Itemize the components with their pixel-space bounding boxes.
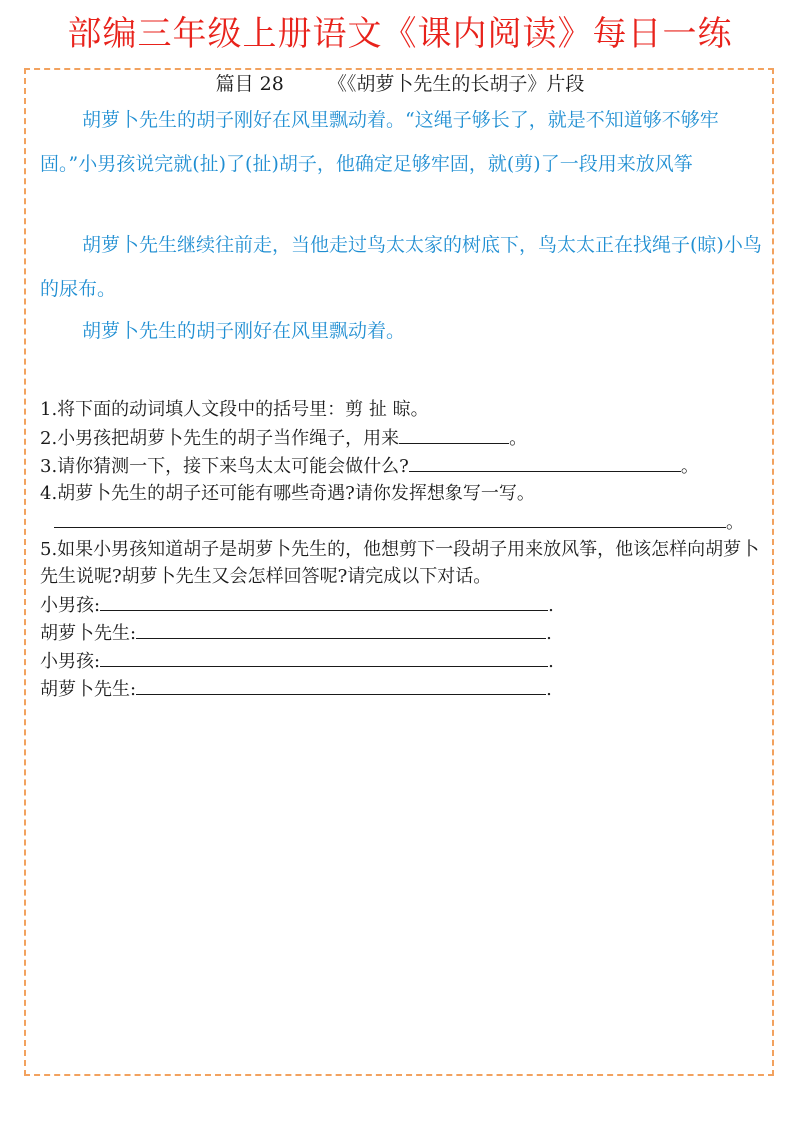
dialogue-answer-line[interactable]	[100, 591, 548, 611]
worksheet-title: 部编三年级上册语文《课内阅读》每日一练	[67, 14, 733, 54]
dialogue-speaker: 胡萝卜先生:	[40, 679, 137, 700]
question-2-text: 2.小男孩把胡萝卜先生的胡子当作绳子，用来	[40, 428, 400, 449]
question-3	[40, 452, 770, 480]
dialogue-line-1	[40, 591, 770, 619]
question-1: 1.将下面的动词填人文段中的括号里：剪 扯 晾。	[40, 399, 429, 420]
passage-title: 《《胡萝卜先生的长胡子》片段	[327, 73, 585, 95]
passage-paragraph-2: 胡萝卜先生继续往前走，当他走过鸟太太家的树底下，鸟太太正在找绳子(晾)小鸟的尿布。	[40, 234, 762, 300]
dialogue-answer-line[interactable]	[136, 675, 546, 695]
passage-number: 篇目 28	[215, 73, 284, 95]
dialogue-end: .	[546, 623, 552, 644]
question-4-answer	[54, 508, 784, 536]
dialogue-line-2	[40, 619, 770, 647]
dialogue-answer-line[interactable]	[100, 647, 548, 667]
dialogue-end: .	[546, 679, 552, 700]
question-4-end: 。	[726, 512, 744, 533]
question-2	[40, 424, 770, 452]
question-4: 4.胡萝卜先生的胡子还可能有哪些奇遇?请你发挥想象写一写。	[40, 483, 535, 504]
question-3-end: 。	[680, 456, 699, 477]
passage-paragraph-3: 胡萝卜先生的胡子刚好在风里飘动着。	[82, 320, 406, 342]
dialogue-speaker: 胡萝卜先生:	[40, 623, 137, 644]
question-5: 5.如果小男孩知道胡子是胡萝卜先生的，他想剪下一段胡子用来放风筝，他该怎样向胡萝卜先生说呢?胡萝卜先生又会怎样回答呢?请完成以下对话。	[40, 539, 760, 587]
dialogue-answer-line[interactable]	[136, 619, 546, 639]
answer-line-q4[interactable]	[54, 508, 726, 528]
answer-line-q3[interactable]	[409, 452, 681, 472]
dialogue-line-4	[40, 675, 770, 703]
dialogue-line-3	[40, 647, 770, 675]
passage-heading	[0, 70, 800, 98]
dialogue-speaker: 小男孩:	[40, 595, 101, 616]
question-2-end: 。	[509, 428, 528, 449]
dialogue-end: .	[548, 651, 554, 672]
question-3-text: 3.请你猜测一下，接下来鸟太太可能会做什么?	[40, 456, 409, 477]
dialogue-end: .	[548, 595, 554, 616]
answer-line-q2[interactable]	[399, 424, 509, 444]
passage-paragraph-1: 胡萝卜先生的胡子刚好在风里飘动着。“这绳子够长了，就是不知道够不够牢固。”小男孩说完就(扯)了(扯)胡子，他确定足够牢固，就(剪)了一段用来放风筝	[40, 109, 719, 175]
dialogue-speaker: 小男孩:	[40, 651, 101, 672]
